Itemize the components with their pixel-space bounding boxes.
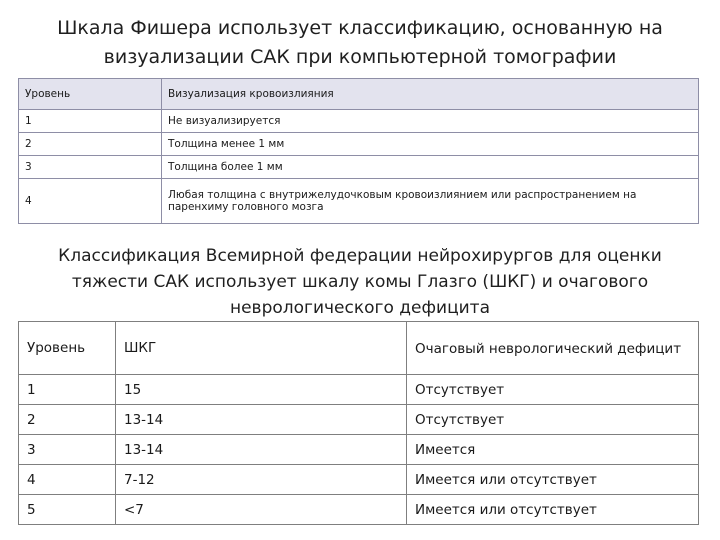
table-row (19, 375, 699, 405)
table-cell: Любая толщина с внутрижелудочковым кровоизлиянием или распространением на паренхиму головного мозга (162, 179, 699, 224)
fisher-table (18, 78, 699, 224)
table-cell: 5 (19, 495, 116, 525)
table-cell: 2 (19, 133, 162, 156)
header-cell-deficit: Очаговый неврологический дефицит (407, 322, 699, 375)
table-cell: 4 (19, 465, 116, 495)
table-cell: 1 (19, 110, 162, 133)
table-cell: Имеется (407, 435, 699, 465)
table-header-row (19, 79, 699, 110)
header-cell-visualization: Визуализация кровоизлияния (162, 79, 699, 110)
table-cell: Толщина более 1 мм (162, 156, 699, 179)
table-cell: 3 (19, 435, 116, 465)
table-cell: 1 (19, 375, 116, 405)
table-cell: <7 (116, 495, 407, 525)
header-cell-level: Уровень (19, 322, 116, 375)
table-row (19, 133, 699, 156)
table-cell: Имеется или отсутствует (407, 465, 699, 495)
wfns-title: Классификация Всемирной федерации нейрохирургов для оценки тяжести САК использует шкалу комы Глазго (ШКГ) и очагового неврологического дефицита (58, 246, 662, 318)
table-cell: 2 (19, 405, 116, 435)
table-cell: 3 (19, 156, 162, 179)
table-row (19, 156, 699, 179)
header-cell-level: Уровень (19, 79, 162, 110)
table-row (19, 435, 699, 465)
table-cell: Не визуализируется (162, 110, 699, 133)
table-cell: 4 (19, 179, 162, 224)
table-cell: Имеется или отсутствует (407, 495, 699, 525)
table-row (19, 465, 699, 495)
table-cell: Толщина менее 1 мм (162, 133, 699, 156)
table-cell: 13-14 (116, 405, 407, 435)
table-cell: 13-14 (116, 435, 407, 465)
fisher-title: Шкала Фишера использует классификацию, основанную на визуализации САК при компьютерной томографии (57, 17, 663, 68)
table-cell: 15 (116, 375, 407, 405)
table-cell: 7-12 (116, 465, 407, 495)
table-row (19, 179, 699, 224)
table-row (19, 110, 699, 133)
table-row (19, 405, 699, 435)
table-header-row (19, 322, 699, 375)
table-cell: Отсутствует (407, 405, 699, 435)
header-cell-gcs: ШКГ (116, 322, 407, 375)
table-row (19, 495, 699, 525)
table-cell: Отсутствует (407, 375, 699, 405)
wfns-table (18, 321, 699, 525)
